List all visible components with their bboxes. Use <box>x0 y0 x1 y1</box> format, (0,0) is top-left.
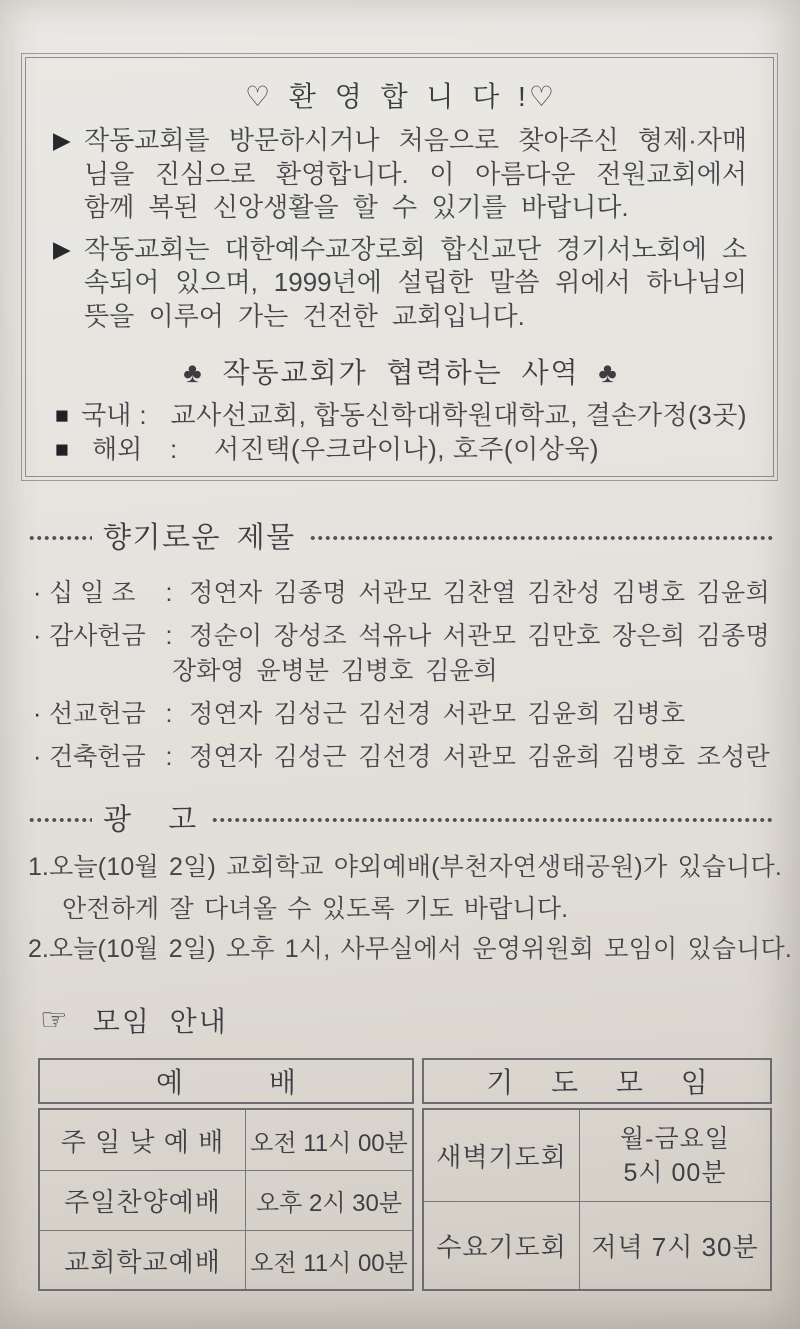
colon-separator: : <box>165 579 173 607</box>
offering-label: 감사헌금 <box>49 622 146 650</box>
triangle-bullet-icon: ▶ <box>53 235 71 262</box>
offerings-section-header <box>28 516 774 554</box>
offering-label: 십 일 조 <box>49 579 136 607</box>
colon-separator: : <box>170 433 178 464</box>
colon-separator: : <box>165 743 173 771</box>
announcement-number: 2. <box>28 935 49 963</box>
worship-time-cell: 오후 2시 30분 <box>245 1170 412 1230</box>
prayer-time-line: 5시 00분 <box>623 1158 727 1187</box>
offering-names: 정순이 장성조 석유나 서관모 김만호 장은희 김종명 <box>189 622 770 650</box>
ministry-item-text: 서진택(우크라이나), 호주(이상욱) <box>214 433 600 464</box>
offerings-section-title: 향기로운 제물 <box>103 521 296 554</box>
dot-bullet-icon: · <box>33 743 42 771</box>
ministry-list <box>55 399 747 466</box>
offering-row-mission <box>33 698 778 731</box>
announcement-item-continued <box>62 893 782 926</box>
prayer-name-cell: 새벽기도회 <box>436 1142 567 1172</box>
meetings-section-title: 모임 안내 <box>92 1006 228 1037</box>
ministry-item-text: 교사선교회, 합동신학대학원대학교, 결손가정(3곳) <box>170 400 747 430</box>
worship-name-cell: 주 일 낮 예 배 <box>60 1126 225 1157</box>
offering-names-continued: 장화영 윤병분 김병호 김윤희 <box>172 657 498 685</box>
offering-row-tithe <box>33 577 778 610</box>
ministry-title-text: 작동교회가 협력하는 사역 <box>222 357 580 388</box>
dotted-leader <box>28 817 92 823</box>
ministry-item-overseas <box>55 433 747 467</box>
announcement-text: 오늘(10월 2일) 교회학교 야외예배(부천자연생태공원)가 있습니다. <box>49 853 782 881</box>
welcome-paragraph <box>55 124 747 225</box>
announcement-number: 1. <box>28 853 49 881</box>
prayer-table <box>422 1108 772 1291</box>
welcome-paragraph-text: 작동교회는 대한예수교장로회 합신교단 경기서노회에 소속되어 있으며, 1999년에 설립한 말씀 위에서 하나님의 뜻을 이루어 가는 건전한 교회입니다. <box>84 233 747 331</box>
dot-bullet-icon: · <box>33 579 42 607</box>
prayer-table-header: 기 도 모 임 <box>422 1058 772 1104</box>
welcome-paragraph <box>55 233 747 334</box>
dotted-leader <box>28 535 92 541</box>
announcement-item <box>28 851 782 884</box>
worship-time-cell: 오전 11시 00분 <box>245 1110 412 1170</box>
square-bullet-icon: ■ <box>55 435 69 462</box>
offering-label: 건축헌금 <box>49 743 146 771</box>
prayer-name-cell: 수요기도회 <box>424 1201 579 1289</box>
ministry-title <box>55 354 747 391</box>
welcome-title-text: 환 영 합 니 다 ! <box>288 81 529 112</box>
offering-row-building <box>33 741 778 774</box>
announcement-item <box>28 933 793 966</box>
offering-row-thanksgiving <box>33 620 778 653</box>
triangle-bullet-icon: ▶ <box>53 127 71 153</box>
heart-icon: ♡ <box>528 81 557 112</box>
dotted-leader <box>309 535 774 541</box>
offering-names: 정연자 김종명 서관모 김찬열 김찬성 김병호 김윤희 <box>189 579 770 607</box>
announcements-section-title: 광 고 <box>103 803 198 836</box>
colon-separator: : <box>139 400 147 430</box>
worship-name-cell: 교회학교예배 <box>40 1230 245 1289</box>
ministry-item-domestic <box>55 399 747 433</box>
worship-table-header: 예 배 <box>38 1058 414 1104</box>
prayer-time-cell <box>579 1110 770 1201</box>
announcement-text: 안전하게 잘 다녀올 수 있도록 기도 바랍니다. <box>62 895 569 923</box>
prayer-time-cell: 저녁 7시 30분 <box>579 1201 770 1289</box>
square-bullet-icon: ■ <box>55 402 69 428</box>
heart-icon: ♡ <box>245 81 274 112</box>
worship-time-cell: 오전 11시 00분 <box>245 1230 412 1289</box>
dot-bullet-icon: · <box>33 622 42 650</box>
ministry-item-label: 국내 <box>81 400 132 430</box>
dotted-leader <box>211 817 774 823</box>
colon-separator: : <box>165 622 173 650</box>
ministry-item-label: 해외 <box>92 433 143 464</box>
worship-table <box>38 1108 414 1291</box>
announcement-text: 오늘(10월 2일) 오후 1시, 사무실에서 운영위원회 모임이 있습니다. <box>48 935 793 963</box>
prayer-time-line: 월-금요일 <box>620 1124 730 1153</box>
announcements-section-header <box>28 798 774 836</box>
worship-name-cell: 주일찬양예배 <box>40 1170 245 1230</box>
welcome-title <box>55 78 747 116</box>
welcome-box <box>25 57 774 477</box>
club-icon: ♣ <box>598 357 619 388</box>
meetings-section-header <box>40 1000 228 1040</box>
pointing-hand-icon: ☞ <box>40 1002 68 1037</box>
club-icon: ♣ <box>183 357 204 388</box>
welcome-paragraph-text: 작동교회를 방문하시거나 처음으로 찾아주신 형제·자매님을 진심으로 환영합니다. 이 아름다운 전원교회에서 함께 복된 신앙생활을 할 수 있기를 바랍니다. <box>84 125 747 222</box>
dot-bullet-icon: · <box>33 700 42 728</box>
offering-names: 정연자 김성근 김선경 서관모 김윤희 김병호 <box>189 700 686 728</box>
colon-separator: : <box>165 700 173 728</box>
offering-names: 정연자 김성근 김선경 서관모 김윤희 김병호 조성란 <box>189 743 770 771</box>
offering-label: 선교헌금 <box>49 700 146 728</box>
